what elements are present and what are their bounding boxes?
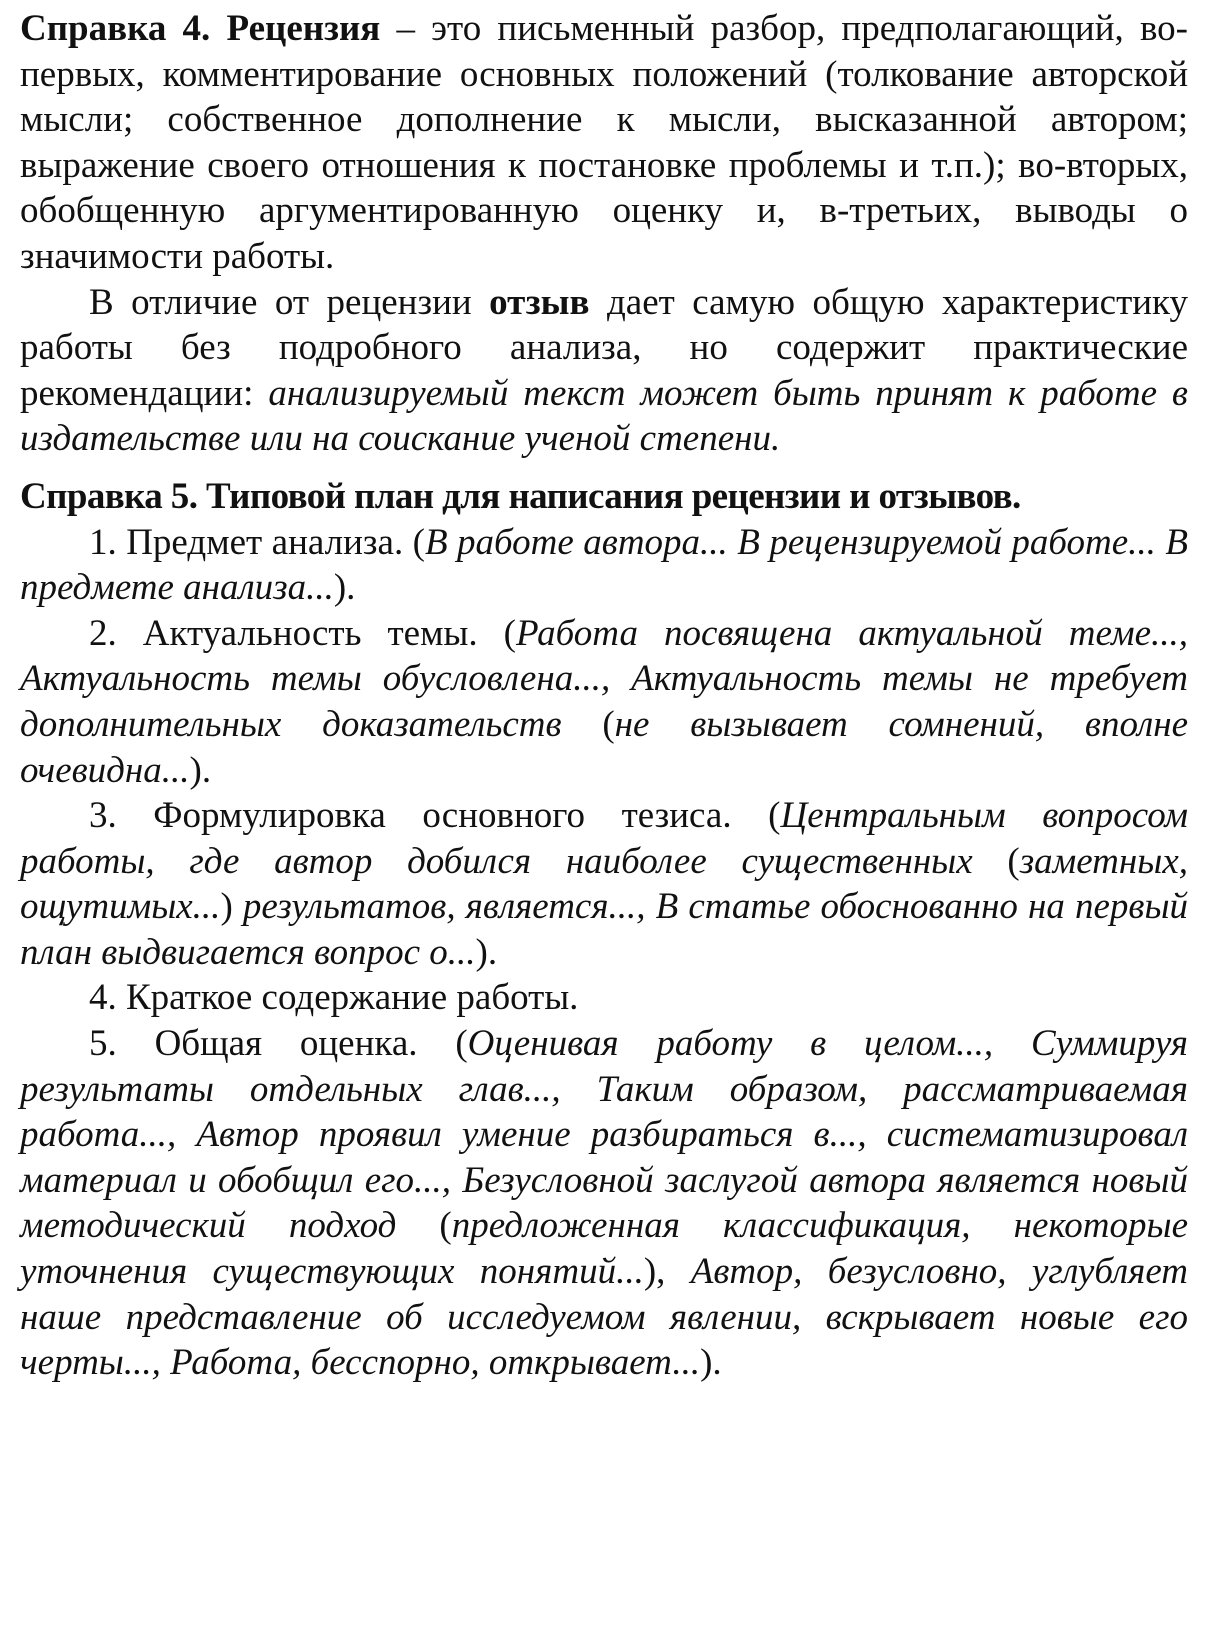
plan-item-3-examples-3: результатов, является..., В статье обоснованно на первый план выдвигается вопрос о...	[20, 886, 1188, 973]
section4-paragraph	[20, 6, 1188, 280]
review-text-before: В отличие от рецензии	[89, 281, 490, 323]
plan-item-3	[20, 793, 1188, 975]
section4-label: Справка 4. Рецензия	[20, 8, 381, 49]
plan-item-5-mid-2: ),	[643, 1251, 691, 1293]
plan-item-5-lead: 5. Общая оценка. (	[89, 1023, 468, 1065]
document-page	[20, 6, 1188, 1386]
plan-item-2-mid: (	[561, 703, 615, 745]
plan-item-3-mid: (	[972, 840, 1020, 882]
plan-item-1-lead: 1. Предмет анализа. (	[89, 521, 425, 563]
plan-item-5-tail: ).	[700, 1342, 722, 1384]
review-recommendation: анализируемый текст может быть принят к работе в издательстве или на соискание ученой степени.	[20, 372, 1188, 460]
plan-item-1-examples: В работе автора... В рецензируемой работе... В предмете анализа...	[20, 521, 1188, 609]
plan-item-1	[20, 520, 1188, 611]
plan-item-4	[20, 975, 1188, 1021]
plan-item-5	[20, 1021, 1188, 1386]
plan-item-2	[20, 611, 1188, 793]
plan-item-5-examples-3: Автор, безусловно, углубляет наше представление об исследуемом явлении, вскрывает новые его черты..., Работа, бесспорно, открывает...	[20, 1251, 1188, 1384]
plan-item-2-lead: 2. Актуальность темы. (	[89, 612, 516, 654]
section4-intro: – это письменный разбор, предполагающий, во-первых, комментирование основных положений (толкование авторской мысли; собственное дополнение к мысли, высказанной автором; выражение своего отношения к постановке проблемы и т.п.); во-вторых, обобщенную аргументированную оценку и, в-третьих, выводы о значимости работы.	[20, 8, 1188, 277]
plan-item-5-examples-2: предложенная классификация, некоторые уточнения существующих понятий...	[20, 1205, 1188, 1293]
plan-item-3-tail: ).	[475, 931, 498, 973]
plan-item-4-lead: 4. Краткое содержание работы.	[89, 977, 579, 1019]
plan-item-3-mid-2: )	[220, 886, 243, 928]
review-text-middle: дает самую общую характеристику работы без подробного анализа, но содержит практические рекомендации:	[20, 281, 1188, 414]
plan-item-1-tail: ).	[333, 567, 356, 609]
review-paragraph	[20, 280, 1188, 462]
plan-item-3-examples: Центральным вопросом работы, где автор добился наиболее существенных	[20, 795, 1189, 882]
plan-item-2-examples-2: не вызывает сомнений, вполне очевидна...	[20, 703, 1188, 791]
plan-item-2-examples: Работа посвящена актуальной теме..., Актуальность темы обусловлена..., Актуальность темы не требует дополнительных доказательств	[20, 612, 1188, 745]
review-term: отзыв	[489, 281, 590, 323]
section5-heading: Справка 5. Типовой план для написания рецензии и отзывов.	[20, 475, 1021, 517]
plan-item-2-tail: ).	[189, 749, 212, 791]
plan-item-3-lead: 3. Формулировка основного тезиса. (	[89, 795, 781, 837]
plan-item-5-examples: Оценивая работу в целом..., Суммируя результаты отдельных глав..., Таким образом, рассматриваемая работа..., Автор проявил умение разбираться в..., систематизировал материал и обобщил его..., Безусловной заслугой автора является новый методический подход	[20, 1023, 1188, 1247]
plan-item-3-examples-2: заметных, ощутимых...	[20, 840, 1188, 928]
plan-item-5-mid: (	[396, 1205, 452, 1247]
